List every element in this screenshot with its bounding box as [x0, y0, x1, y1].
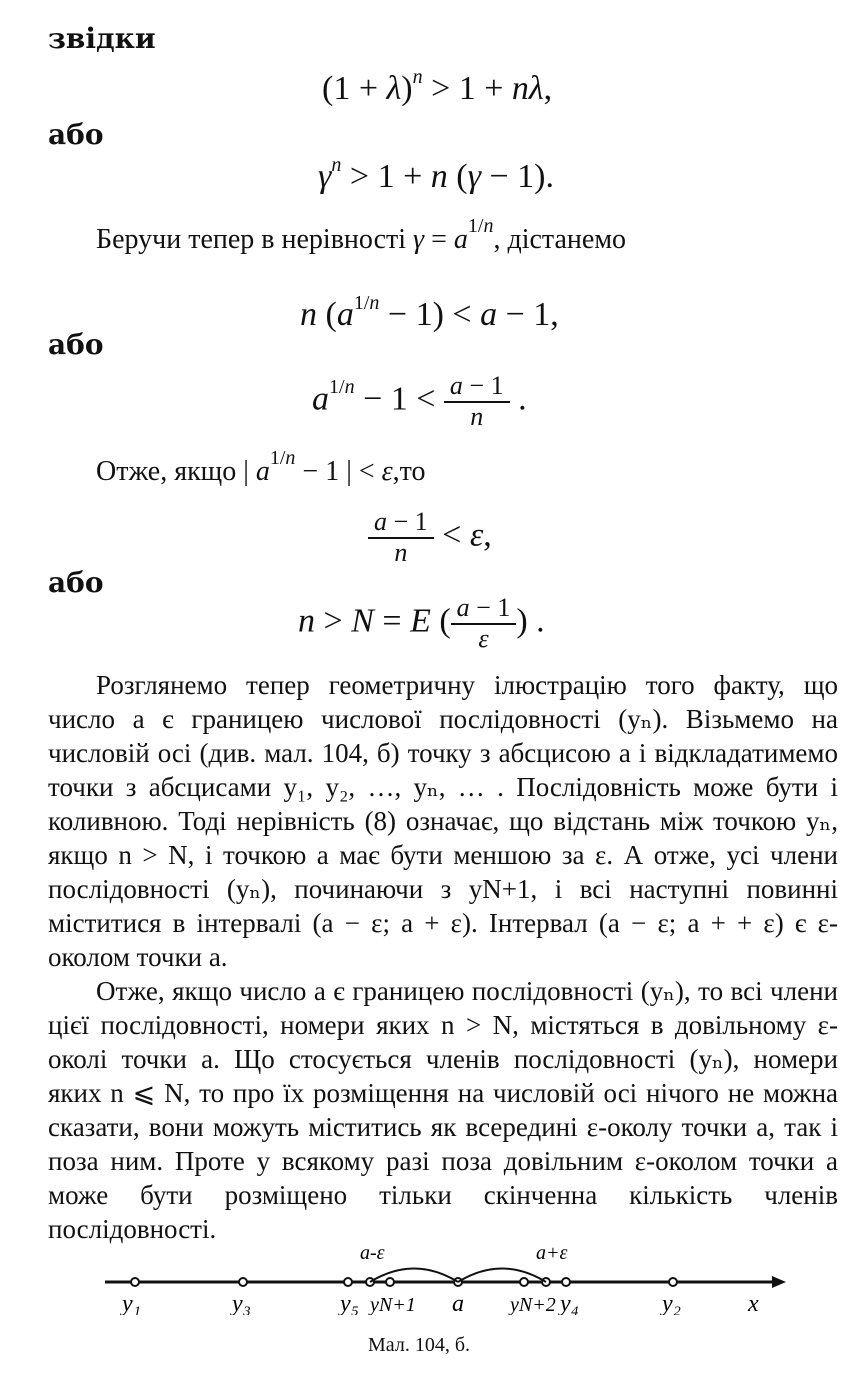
line-otzhe: Отже, якщо | $a^{1/n} - 1$ | < ε,то: [96, 447, 426, 487]
equation-2: $\gamma^n > 1 + n$ (γ − 1).: [318, 154, 554, 195]
axis-arrow: [772, 1276, 786, 1288]
word-zvidky: звідки: [48, 22, 156, 55]
word-abo-1: або: [48, 118, 104, 151]
paragraph-1: Розглянемо тепер геометричну ілюстрацію того факту, що число a є границею числової послідовності (yₙ). Візьмемо на числовій осі (див. мал. 104, б) точку з абсцисою a і відкладатимемо точки з абсцисами y₁, y₂, …, yₙ, … . Послідовність може бути і коливною. Тоді нерівність (8) означає, що відстань між точкою yₙ, якщо n > N, і точкою a має бути меншою за ε. А отже, усі члени послідовності (yₙ), починаючи з yN+1, і всі наступні повинні міститися в інтервалі (a − ε; a + ε). Інтервал (a − ε; a + + ε) є ε-околом точки a.: [48, 670, 838, 972]
label-x: x: [748, 1291, 759, 1315]
point-yN2: [520, 1278, 528, 1286]
label-yN2: yN+2: [510, 1294, 556, 1315]
label-y4: y₄: [560, 1291, 579, 1315]
paragraph-2: Отже, якщо число a є границею послідовності (yₙ), то всі члени цієї послідовності, номери яких n > N, містяться в довільному ε-околі точки a. Що стосується членів послідовності (yₙ), номери яких n ⩽ N, то про їх розміщення на числовій осі нічого не можна сказати, вони можуть міститись як всередині ε-околу точки a, так і поза ним. Проте у всякому разі поза довільним ε-околом точки a може бути розміщено тільки скінченна кількість членів послідовності.: [48, 976, 838, 1244]
point-y2: [669, 1278, 677, 1286]
point-yN1: [386, 1278, 394, 1286]
label-a-minus-eps: a-ε: [360, 1245, 385, 1264]
arc-right: [458, 1269, 546, 1283]
label-a-plus-eps: a+ε: [536, 1245, 568, 1264]
label-y1: y₁: [122, 1291, 141, 1315]
main-text: [48, 668, 838, 1246]
equation-6: n > N = E ( $\frac{a - 1}{\varepsilon}$ ) .: [298, 593, 545, 653]
label-y5: y₅: [340, 1291, 359, 1315]
word-abo-3: або: [48, 566, 104, 599]
point-y4: [562, 1278, 570, 1286]
label-a: a: [452, 1291, 464, 1315]
equation-5: $\frac{a - 1}{n}$ < ε,: [368, 508, 492, 567]
equation-4: $a^{1/n} - 1$ < $\frac{a - 1}{n}$ .: [312, 371, 527, 431]
figure-caption: Мал. 104, б.: [368, 1334, 470, 1356]
equation-1: $(1 + \lambda)^n > 1 + n\lambda$,: [322, 66, 553, 107]
label-y3: y₃: [232, 1291, 251, 1315]
line-beruchy: Беручи тепер в нерівності $\gamma = a^{1/n}$, дістанемо: [96, 215, 627, 255]
label-y2: y₂: [662, 1291, 681, 1315]
label-yN1: yN+1: [370, 1294, 416, 1315]
arc-left: [370, 1269, 458, 1283]
number-line-figure: [100, 1245, 790, 1315]
word-abo-2: або: [48, 328, 104, 361]
point-y3: [239, 1278, 247, 1286]
equation-3: n $(a^{1/n} - 1) < a - 1$,: [300, 292, 559, 333]
point-y1: [131, 1278, 139, 1286]
point-y5: [344, 1278, 352, 1286]
